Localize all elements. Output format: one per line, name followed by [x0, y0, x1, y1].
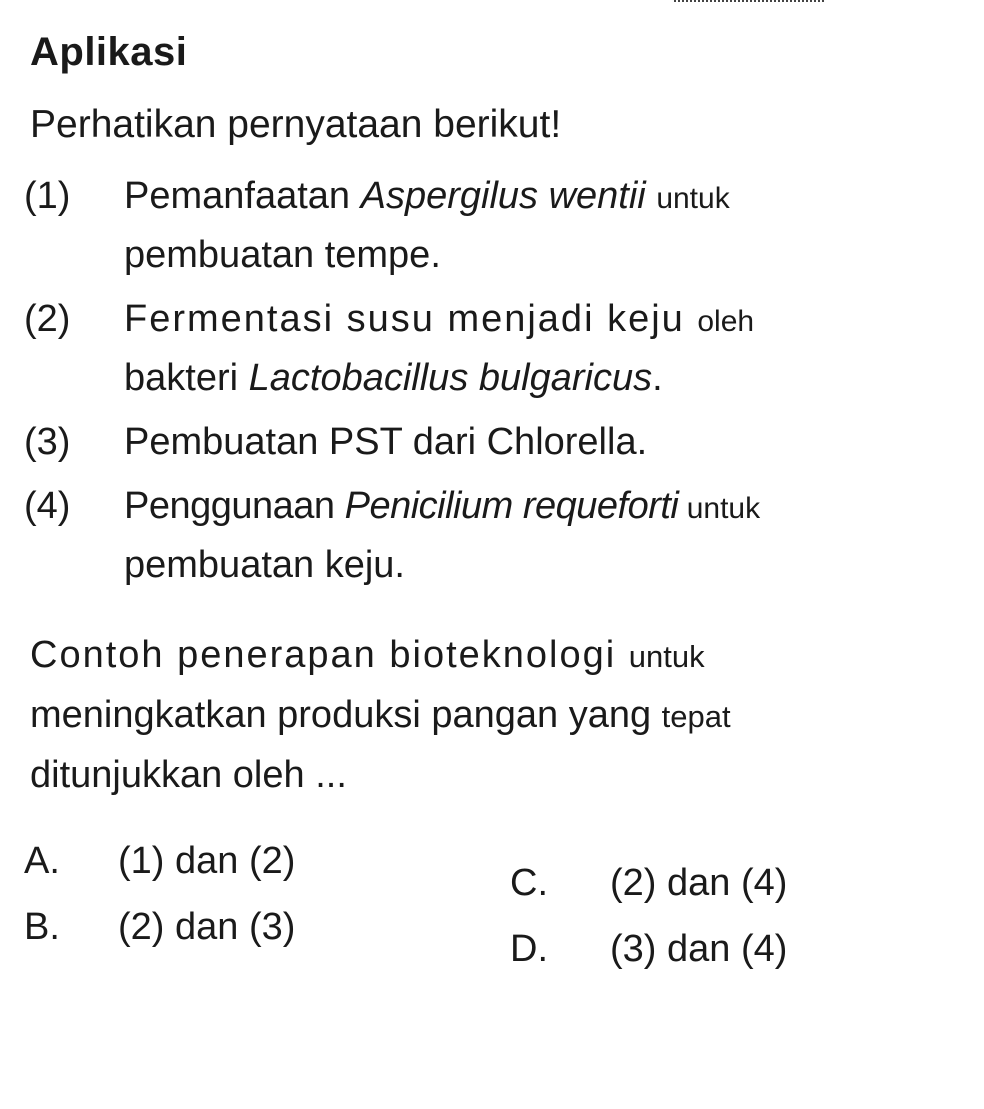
statement-tail: untuk — [656, 182, 730, 215]
option-d[interactable] — [510, 924, 787, 974]
option-c[interactable] — [510, 858, 787, 908]
statement-text: Fermentasi susu menjadi keju — [124, 298, 698, 340]
option-letter: D. — [510, 928, 548, 970]
statement-tail: untuk — [678, 492, 761, 525]
statement-species: Penicilium requeforti — [344, 485, 679, 527]
option-b[interactable] — [24, 902, 295, 952]
statement-tail: oleh — [697, 305, 755, 338]
page-corner-mark — [674, 0, 824, 6]
option-text: (1) dan (2) — [118, 840, 296, 882]
statement-text: Penggunaan — [124, 485, 345, 527]
option-letter: B. — [24, 906, 60, 948]
statement-number: (2) — [24, 298, 71, 340]
option-letter: C. — [510, 862, 548, 904]
question-text: Contoh penerapan bioteknologi untuk meningkatkan produksi pangan yang tepat ditunjukkan oleh ... — [30, 634, 731, 796]
statement-1 — [24, 168, 944, 283]
statement-4 — [24, 478, 944, 593]
option-text: (2) dan (4) — [610, 862, 788, 904]
intro-text: Perhatikan pernyataan berikut! — [30, 103, 562, 146]
statement-list — [24, 168, 944, 601]
option-letter: A. — [24, 840, 60, 882]
statement-line2: bakteri — [124, 357, 249, 399]
option-text: (3) dan (4) — [610, 928, 788, 970]
statement-number: (3) — [24, 421, 71, 463]
statement-text: Pemanfaatan — [124, 175, 361, 217]
statement-line2: pembuatan keju. — [124, 544, 405, 586]
statement-text: Pembuatan PST dari Chlorella. — [124, 421, 648, 463]
statement-3 — [24, 414, 944, 470]
statement-species: Lactobacillus bulgaricus — [248, 357, 653, 399]
statement-number: (1) — [24, 175, 71, 217]
statement-species: Aspergilus wentii — [360, 175, 646, 217]
option-a[interactable] — [24, 836, 295, 886]
option-text: (2) dan (3) — [118, 906, 296, 948]
statement-2: (2) Fermentasi susu menjadi keju oleh bakteri Lactobacillus bulgaricus. — [24, 291, 944, 406]
statement-number: (4) — [24, 485, 71, 527]
statement-line2: pembuatan tempe. — [124, 234, 441, 276]
section-heading: Aplikasi — [30, 30, 188, 74]
